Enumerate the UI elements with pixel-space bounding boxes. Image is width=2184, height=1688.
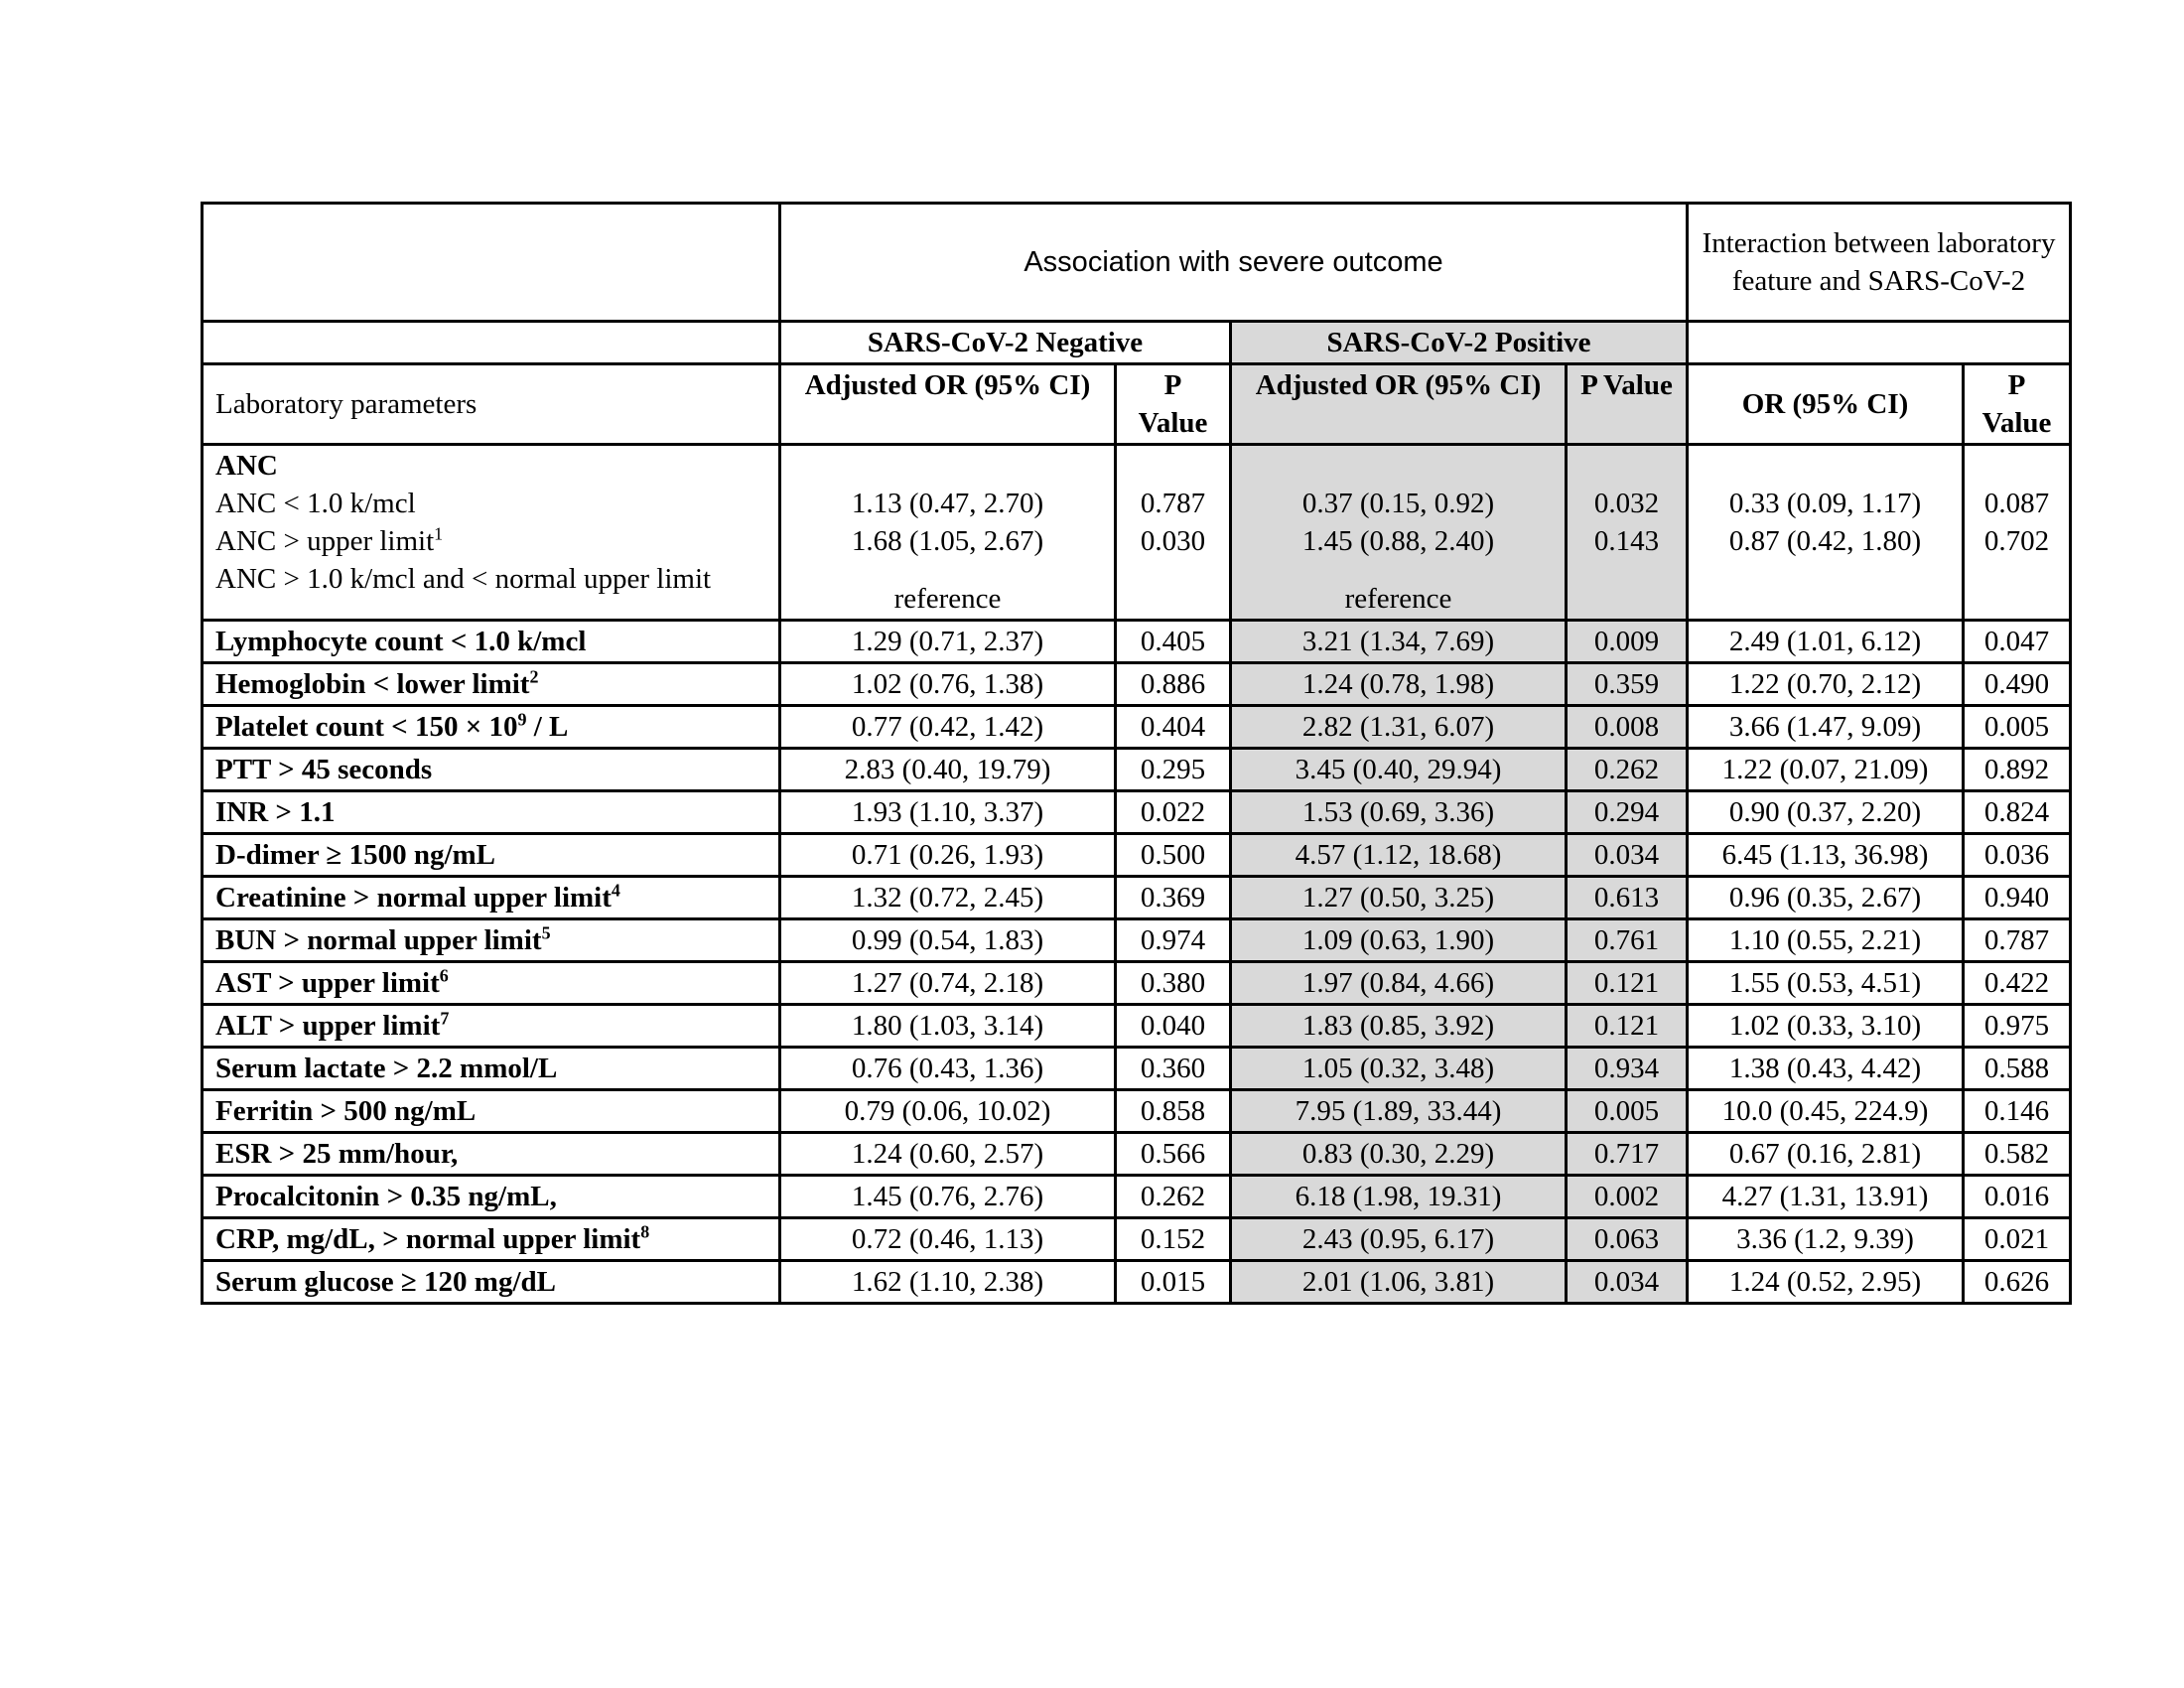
pos-or-cell: 1.24 (0.78, 1.98) xyxy=(1231,663,1567,706)
int-or-cell: 1.24 (0.52, 2.95) xyxy=(1688,1261,1964,1304)
row-label: INR > 1.1 xyxy=(203,791,780,834)
int-p-cell: 0.940 xyxy=(1964,877,2071,919)
pos-or-cell: 1.83 (0.85, 3.92) xyxy=(1231,1005,1567,1048)
neg-or-cell: 1.32 (0.72, 2.45) xyxy=(780,877,1116,919)
neg-p-cell: 0.040 xyxy=(1116,1005,1231,1048)
neg-or-cell: 0.79 (0.06, 10.02) xyxy=(780,1090,1116,1133)
pos-p-header: P Value xyxy=(1567,364,1688,445)
pos-or-cell: 2.01 (1.06, 3.81) xyxy=(1231,1261,1567,1304)
neg-p-cell: 0.886 xyxy=(1116,663,1231,706)
int-p-cell: 0.036 xyxy=(1964,834,2071,877)
table-cell: 0.030 xyxy=(1140,525,1206,557)
interaction-header: Interaction between laboratory feature and SARS-CoV-2 xyxy=(1688,204,2071,322)
int-or-cell: 1.02 (0.33, 3.10) xyxy=(1688,1005,1964,1048)
int-p-cell: 0.975 xyxy=(1964,1005,2071,1048)
anc-pos-p-cell xyxy=(1567,445,1688,621)
row-label: AST > upper limit$^6$ xyxy=(203,962,780,1005)
table-row xyxy=(203,1218,2071,1261)
neg-p-cell: 0.405 xyxy=(1116,621,1231,663)
lab-params-header: Laboratory parameters xyxy=(203,364,780,445)
pos-p-cell: 0.121 xyxy=(1567,962,1688,1005)
int-or-cell: 1.10 (0.55, 2.21) xyxy=(1688,919,1964,962)
table-row xyxy=(203,1048,2071,1090)
table-row xyxy=(203,749,2071,791)
row-label: Hemoglobin < lower limit$^2$ xyxy=(203,663,780,706)
empty-header-cell xyxy=(203,204,780,322)
row-label: Procalcitonin > 0.35 ng/mL, xyxy=(203,1176,780,1218)
neg-or-cell: 1.62 (1.10, 2.38) xyxy=(780,1261,1116,1304)
neg-p-cell: 0.566 xyxy=(1116,1133,1231,1176)
pos-or-cell: 6.18 (1.98, 19.31) xyxy=(1231,1176,1567,1218)
pos-or-cell: 4.57 (1.12, 18.68) xyxy=(1231,834,1567,877)
results-table xyxy=(201,202,2072,1305)
anc-group-row xyxy=(203,445,2071,621)
pos-p-cell: 0.002 xyxy=(1567,1176,1688,1218)
pos-p-cell: 0.034 xyxy=(1567,834,1688,877)
table-cell: reference xyxy=(893,583,1002,615)
neg-p-cell: 0.369 xyxy=(1116,877,1231,919)
table-cell: 0.702 xyxy=(1983,525,2050,557)
table-row xyxy=(203,962,2071,1005)
int-p-cell: 0.588 xyxy=(1964,1048,2071,1090)
neg-or-cell: 0.99 (0.54, 1.83) xyxy=(780,919,1116,962)
int-or-header: OR (95% CI) xyxy=(1688,364,1964,445)
pos-or-header: Adjusted OR (95% CI) xyxy=(1231,364,1567,445)
neg-p-cell: 0.152 xyxy=(1116,1218,1231,1261)
table-cell: 1.68 (1.05, 2.67) xyxy=(851,525,1044,557)
int-p-cell: 0.005 xyxy=(1964,706,2071,749)
int-or-cell: 2.49 (1.01, 6.12) xyxy=(1688,621,1964,663)
row-label: Ferritin > 500 ng/mL xyxy=(203,1090,780,1133)
neg-p-cell: 0.380 xyxy=(1116,962,1231,1005)
pos-p-cell: 0.613 xyxy=(1567,877,1688,919)
header-row-1 xyxy=(203,204,2071,322)
neg-or-cell: 1.27 (0.74, 2.18) xyxy=(780,962,1116,1005)
int-or-cell: 1.22 (0.07, 21.09) xyxy=(1688,749,1964,791)
neg-or-cell: 0.77 (0.42, 1.42) xyxy=(780,706,1116,749)
row-label: ALT > upper limit$^7$ xyxy=(203,1005,780,1048)
pos-p-cell: 0.008 xyxy=(1567,706,1688,749)
anc-neg-or-cell xyxy=(780,445,1116,621)
int-or-cell: 1.22 (0.70, 2.12) xyxy=(1688,663,1964,706)
table-row xyxy=(203,1133,2071,1176)
neg-or-cell: 1.02 (0.76, 1.38) xyxy=(780,663,1116,706)
positive-header: SARS-CoV-2 Positive xyxy=(1231,322,1688,364)
neg-p-cell: 0.500 xyxy=(1116,834,1231,877)
int-or-cell: 1.38 (0.43, 4.42) xyxy=(1688,1048,1964,1090)
int-or-cell: 0.67 (0.16, 2.81) xyxy=(1688,1133,1964,1176)
neg-or-cell: 1.93 (1.10, 3.37) xyxy=(780,791,1116,834)
row-label: PTT > 45 seconds xyxy=(203,749,780,791)
pos-p-cell: 0.063 xyxy=(1567,1218,1688,1261)
header-row-2 xyxy=(203,322,2071,364)
int-p-header: P Value xyxy=(1964,364,2071,445)
table-row xyxy=(203,1090,2071,1133)
anc-title: ANC xyxy=(215,450,278,482)
pos-or-cell: 1.09 (0.63, 1.90) xyxy=(1231,919,1567,962)
table-row xyxy=(203,1176,2071,1218)
row-label: BUN > normal upper limit$^5$ xyxy=(203,919,780,962)
neg-or-cell: 1.45 (0.76, 2.76) xyxy=(780,1176,1116,1218)
int-p-cell: 0.422 xyxy=(1964,962,2071,1005)
table-cell: 0.087 xyxy=(1983,488,2050,519)
pos-p-cell: 0.005 xyxy=(1567,1090,1688,1133)
anc-int-or-cell xyxy=(1688,445,1964,621)
neg-p-header: P Value xyxy=(1116,364,1231,445)
row-label: Serum lactate > 2.2 mmol/L xyxy=(203,1048,780,1090)
neg-p-cell: 0.015 xyxy=(1116,1261,1231,1304)
row-label: D-dimer ≥ 1500 ng/mL xyxy=(203,834,780,877)
association-header: Association with severe outcome xyxy=(780,204,1688,322)
row-label: CRP, mg/dL, > normal upper limit$^8$ xyxy=(203,1218,780,1261)
table-cell: 0.143 xyxy=(1593,525,1660,557)
row-label: ESR > 25 mm/hour, xyxy=(203,1133,780,1176)
table-cell: 0.37 (0.15, 0.92) xyxy=(1301,488,1495,519)
int-p-cell: 0.787 xyxy=(1964,919,2071,962)
pos-or-cell: 1.53 (0.69, 3.36) xyxy=(1231,791,1567,834)
table-cell: 0.787 xyxy=(1140,488,1206,519)
anc-label-cell xyxy=(203,445,780,621)
int-or-cell: 0.90 (0.37, 2.20) xyxy=(1688,791,1964,834)
pos-p-cell: 0.294 xyxy=(1567,791,1688,834)
pos-or-cell: 1.97 (0.84, 4.66) xyxy=(1231,962,1567,1005)
pos-or-cell: 1.27 (0.50, 3.25) xyxy=(1231,877,1567,919)
anc-int-p-cell xyxy=(1964,445,2071,621)
int-or-cell: 10.0 (0.45, 224.9) xyxy=(1688,1090,1964,1133)
header-row-3 xyxy=(203,364,2071,445)
empty-header-cell xyxy=(1688,322,2071,364)
table-row xyxy=(203,663,2071,706)
anc-row-label: ANC > 1.0 k/mcl and < normal upper limit xyxy=(215,563,712,595)
int-or-cell: 6.45 (1.13, 36.98) xyxy=(1688,834,1964,877)
pos-or-cell: 0.83 (0.30, 2.29) xyxy=(1231,1133,1567,1176)
int-p-cell: 0.047 xyxy=(1964,621,2071,663)
int-or-cell: 3.66 (1.47, 9.09) xyxy=(1688,706,1964,749)
pos-p-cell: 0.359 xyxy=(1567,663,1688,706)
neg-p-cell: 0.404 xyxy=(1116,706,1231,749)
table-cell: 0.032 xyxy=(1593,488,1660,519)
neg-or-cell: 1.24 (0.60, 2.57) xyxy=(780,1133,1116,1176)
pos-p-cell: 0.717 xyxy=(1567,1133,1688,1176)
row-label: Platelet count < $150 \times 10^9 / L$ xyxy=(203,706,780,749)
table-row xyxy=(203,834,2071,877)
pos-or-cell: 3.21 (1.34, 7.69) xyxy=(1231,621,1567,663)
pos-p-cell: 0.121 xyxy=(1567,1005,1688,1048)
row-label: Creatinine > normal upper limit$^4$ xyxy=(203,877,780,919)
negative-header: SARS-CoV-2 Negative xyxy=(780,322,1231,364)
pos-or-cell: 3.45 (0.40, 29.94) xyxy=(1231,749,1567,791)
row-label: Lymphocyte count < 1.0 k/mcl xyxy=(203,621,780,663)
table-row xyxy=(203,1261,2071,1304)
int-or-cell: 4.27 (1.31, 13.91) xyxy=(1688,1176,1964,1218)
int-p-cell: 0.021 xyxy=(1964,1218,2071,1261)
neg-or-header: Adjusted OR (95% CI) xyxy=(780,364,1116,445)
table-cell: 1.13 (0.47, 2.70) xyxy=(851,488,1044,519)
anc-neg-p-cell xyxy=(1116,445,1231,621)
int-p-cell: 0.490 xyxy=(1964,663,2071,706)
int-or-cell: 0.96 (0.35, 2.67) xyxy=(1688,877,1964,919)
neg-p-cell: 0.360 xyxy=(1116,1048,1231,1090)
pos-p-cell: 0.934 xyxy=(1567,1048,1688,1090)
table-row xyxy=(203,706,2071,749)
anc-row-label: ANC < 1.0 k/mcl xyxy=(215,488,416,519)
table-cell: reference xyxy=(1344,583,1452,615)
table-row xyxy=(203,621,2071,663)
table-row xyxy=(203,877,2071,919)
pos-or-cell: 7.95 (1.89, 33.44) xyxy=(1231,1090,1567,1133)
anc-pos-or-cell xyxy=(1231,445,1567,621)
int-p-cell: 0.582 xyxy=(1964,1133,2071,1176)
neg-p-cell: 0.295 xyxy=(1116,749,1231,791)
pos-or-cell: 1.05 (0.32, 3.48) xyxy=(1231,1048,1567,1090)
table-row xyxy=(203,919,2071,962)
int-p-cell: 0.016 xyxy=(1964,1176,2071,1218)
table-cell: 1.45 (0.88, 2.40) xyxy=(1301,525,1495,557)
table-row xyxy=(203,1005,2071,1048)
neg-or-cell: 0.76 (0.43, 1.36) xyxy=(780,1048,1116,1090)
pos-p-cell: 0.761 xyxy=(1567,919,1688,962)
empty-header-cell xyxy=(203,322,780,364)
neg-or-cell: 2.83 (0.40, 19.79) xyxy=(780,749,1116,791)
int-p-cell: 0.626 xyxy=(1964,1261,2071,1304)
pos-or-cell: 2.82 (1.31, 6.07) xyxy=(1231,706,1567,749)
table-cell: 0.87 (0.42, 1.80) xyxy=(1728,525,1922,557)
row-label: Serum glucose ≥ 120 mg/dL xyxy=(203,1261,780,1304)
pos-p-cell: 0.034 xyxy=(1567,1261,1688,1304)
int-p-cell: 0.892 xyxy=(1964,749,2071,791)
pos-or-cell: 2.43 (0.95, 6.17) xyxy=(1231,1218,1567,1261)
neg-p-cell: 0.262 xyxy=(1116,1176,1231,1218)
neg-or-cell: 1.80 (1.03, 3.14) xyxy=(780,1005,1116,1048)
neg-p-cell: 0.974 xyxy=(1116,919,1231,962)
table-row xyxy=(203,791,2071,834)
neg-p-cell: 0.022 xyxy=(1116,791,1231,834)
neg-or-cell: 0.71 (0.26, 1.93) xyxy=(780,834,1116,877)
neg-or-cell: 1.29 (0.71, 2.37) xyxy=(780,621,1116,663)
int-p-cell: 0.824 xyxy=(1964,791,2071,834)
int-p-cell: 0.146 xyxy=(1964,1090,2071,1133)
int-or-cell: 3.36 (1.2, 9.39) xyxy=(1688,1218,1964,1261)
int-or-cell: 1.55 (0.53, 4.51) xyxy=(1688,962,1964,1005)
pos-p-cell: 0.262 xyxy=(1567,749,1688,791)
table-cell: 0.33 (0.09, 1.17) xyxy=(1728,488,1922,519)
anc-row-label: ANC > upper limit$^1$ xyxy=(215,523,444,557)
neg-p-cell: 0.858 xyxy=(1116,1090,1231,1133)
pos-p-cell: 0.009 xyxy=(1567,621,1688,663)
neg-or-cell: 0.72 (0.46, 1.13) xyxy=(780,1218,1116,1261)
